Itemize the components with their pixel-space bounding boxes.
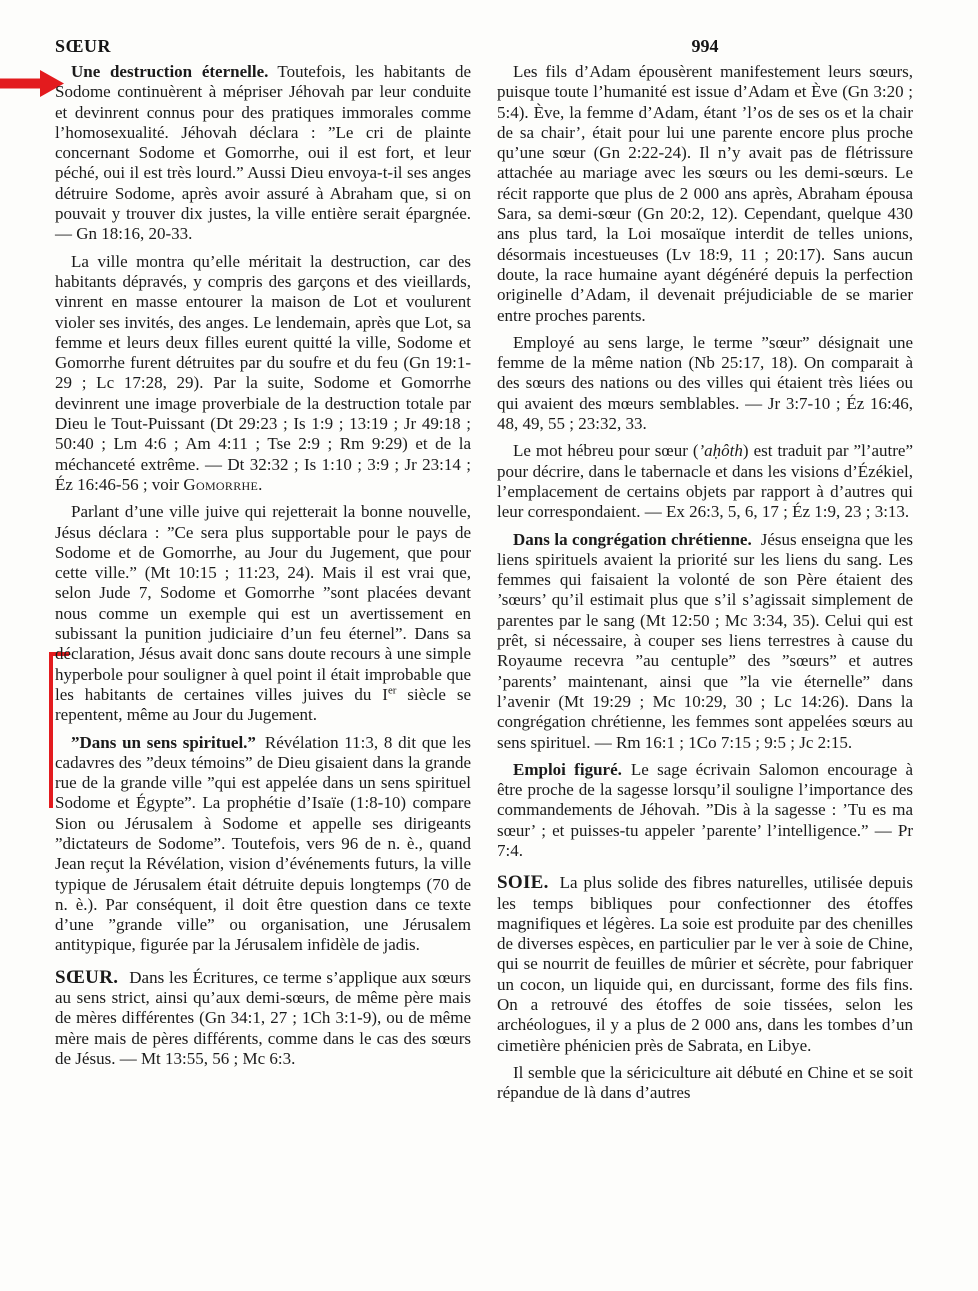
paragraph xyxy=(497,333,913,434)
entry-headword: SOIE. xyxy=(497,872,549,894)
text-run: Dans les Écritures, ce terme s’applique aux sœurs au sens strict, ainsi qu’aux demi-sœurs, de même père mais de mères différentes (Gn 34:1, 27 ; 1Ch 3:1-9), ou de même mère mais de pères différents, comme dans le cas des sœurs de Jésus. — Mt 13:55, 56 ; Mc 6:3. xyxy=(55,967,471,1068)
paragraph-lead: ”Dans un sens spirituel.” xyxy=(71,732,256,752)
paragraph xyxy=(55,252,471,496)
text-run: La ville montra qu’elle méritait la destruction, car des habitants dépravés, y compris des garçons et des vieillards, vinrent en masse entourer la maison de Lot et voulurent violer ses invités, des anges. Le lendemain, après que Lot, sa femme et leurs deux filles eurent quitté la ville, Sodome et Gomorrhe furent détruites par du soufre et du feu (Gn 19:1-29 ; Lc 17:28, 29). Par la suite, Sodome et Gomorrhe devinrent une image proverbiale de la destruction totale par Dieu le Tout-Puissant (Dt 29:23 ; Is 1:9 ; 13:19 ; Jr 49:18 ; 50:40 ; Lm 4:6 ; Am 4:11 ; Tse 2:9 ; Rm 9:29) et de la méchanceté extrême. — Dt 32:32 ; Is 1:10 ; 3:9 ; Jr 23:14 ; Éz 16:46-56 ; voir xyxy=(55,251,471,494)
paragraph-lead: Emploi figuré. xyxy=(513,759,622,779)
paragraph xyxy=(497,530,913,753)
page-number: 994 xyxy=(691,36,719,56)
text-run-sup: er xyxy=(387,684,397,697)
paragraph xyxy=(497,760,913,861)
text-run: La plus solide des fibres naturelles, utilisée depuis les temps bibliques pour confectionner des étoffes magnifiques et légères. La soie est produite par des chenilles de diverses espèces, en particulier par le ver à soie de Chine, qui se nourrit de feuilles de mûrier et sécrète, pour fabriquer un cocon, un liquide qui, en durcissant, forme des fils fins. On a retrouvé des étoffes de soie tissées, selon les archéologues, il y a plus de 2 000 ans, dans les tombes d’un cimetière phénicien près de Sabrata, en Libye. xyxy=(497,873,913,1055)
paragraph xyxy=(497,1063,913,1104)
text-run: Il semble que la sériciculture ait débuté en Chine et se soit répandue de là dans d’autres xyxy=(497,1062,913,1103)
paragraph xyxy=(55,502,471,725)
paragraph xyxy=(497,441,913,522)
paragraph xyxy=(497,62,913,326)
entry-paragraph xyxy=(55,968,471,1069)
text-column-right xyxy=(497,62,913,1111)
entry-paragraph xyxy=(497,873,913,1056)
text-run: Révélation 11:3, 8 dit que les cadavres des ”deux témoins” de Dieu gisaient dans la grande rue de la grande ville ”qui est appelée dans un sens spirituel Sodome et Égypte”. La prophétie d’Isaïe (1:8-10) compare Sion ou Jérusalem à Sodome et appelle ses dirigeants ”dictateurs de Sodome”. Toutefois, vers 96 de n. è., quand Jean reçut la Révélation, vision d’événements futurs, la ville typique de Jérusalem était détruite depuis longtemps (70 de n. è.). Par conséquent, il doit être question dans ce texte d’une ”grande ville” ou organisation, une Jérusalem antitypique, figurée par la Jérusalem infidèle de jadis. xyxy=(55,732,471,955)
text-run: siècle se repentent, même au Jour du Jugement. xyxy=(55,684,471,725)
text-column-left xyxy=(55,62,471,1076)
paragraph xyxy=(55,733,471,956)
text-run: Parlant d’une ville juive qui rejetterait la bonne nouvelle, Jésus déclara : ”Ce sera plus supportable pour le pays de Sodome et de Gomorrhe, au Jour du Jugement, que pour cette ville.” (Mt 10:15 ; 11:23, 24). Mais il est vrai que, selon Jude 7, Sodome et Gomorrhe ”sont placées devant nous comme un exemple qui est un avertissement en subissant la punition judiciaire d’un feu éternel”. Dans sa déclaration, Jésus avait donc sans doute recours à une simple hyperbole pour souligner à quel point il était improbable que les habitants de certaines villes juives du I xyxy=(55,502,471,704)
text-run: . xyxy=(258,474,263,494)
text-run: Le mot hébreu pour sœur ( xyxy=(513,441,699,461)
text-run: ) est traduit par ”l’autre” pour décrire, dans le tabernacle et dans les visions d’Ézékiel, l’emplacement de certains objets par rapport à d’autres qui leur correspondaient. — Ex 26:3, 5, 6, 17 ; Éz 1:9, 23 ; 3:13. xyxy=(497,441,913,522)
text-run: Le sage écrivain Salomon encourage à être proche de la sagesse lorsqu’il souligne l’importance des commandements de Jéhovah. ”Dis à la sagesse : ’Tu es ma sœur’ ; et puisses-tu appeler ’parente’ l’intelligence.” — Pr 7:4. xyxy=(497,759,913,860)
text-run-sc: Gomorrhe xyxy=(183,474,259,494)
paragraph-lead: Dans la congrégation chrétienne. xyxy=(513,529,752,549)
entry-headword: SŒUR. xyxy=(55,966,119,988)
text-run: Employé au sens large, le terme ”sœur” désignait une femme de la même nation (Nb 25:17, 18). On comparait à des sœurs des nations ou des villes qui étaient très liées ou qui avaient des mœurs semblables. — Jr 3:7-10 ; Éz 16:46, 48, 49, 55 ; 23:32, 33. xyxy=(497,332,913,434)
running-head-title: SŒUR xyxy=(55,36,112,56)
text-run: Les fils d’Adam épousèrent manifestement leurs sœurs, puisque toute l’humanité est issue d’Adam et Ève (Gn 3:20 ; 5:4). Ève, la femme d’Adam, étant ’l’os de ses os et la chair de sa chair’, était pour lui une parente encore plus proche qu’une sœur (Gn 2:22-24). Il n’y avait pas de flétrissure attachée au mariage avec les sœurs ou les demi-sœurs. Le récit rapporte que plus de 2 000 ans après, Abraham épousa Sara, sa demi-sœur (Gn 20:2, 12). Cependant, quelque 430 ans plus tard, la Loi mosaïque interdit de telles unions, désormais incestueuses (Lv 18:9, 11 ; 20:17). Sans aucun doute, la race humaine ayant dégénéré depuis la perfection originelle d’Adam, il devenait préjudiciable de se marier entre proches parents. xyxy=(497,62,913,325)
text-run: Jésus enseigna que les liens spirituels avaient la priorité sur les liens du sang. Les femmes qui faisaient la volonté de son Père étaient des ’sœurs’ qu’il estimait plus que s’il s’agissait simplement de parentes par le sang (Mt 12:50 ; Mc 3:34, 35). Celui qui est prêt, si nécessaire, à couper ses liens terrestres à cause du Royaume recevra ”au centuple” des ”sœurs” et autres ’parents’ maintenant, ainsi que ”la vie éternelle” dans l’avenir (Mt 19:29 ; Mc 10:29, 30 ; Lc 14:26). Dans la congrégation chrétienne, les femmes sont appelées sœurs au sens spirituel. — Rm 16:1 ; 1Co 7:15 ; 9:5 ; Jc 2:15. xyxy=(497,529,913,752)
paragraph-lead: Une destruction éternelle. xyxy=(71,62,269,81)
text-run-i: ’aḥôth xyxy=(698,441,743,461)
red-margin-bracket-line xyxy=(49,652,53,808)
paragraph xyxy=(55,62,471,245)
text-run: Toutefois, les habitants de Sodome continuèrent à mépriser Jéhovah par leur conduite et devinrent connus pour des pratiques immorales comme l’homosexualité. Jéhovah déclara : ”Le cri de plainte concernant Sodome et Gomorrhe, oui il est fort, et leur péché, oui il est très lourd.” Aussi Dieu envoya-t-il ses anges détruire Sodome, après avoir assuré à Abraham que, si on pouvait y trouver dix justes, la ville entière serait épargnée. — Gn 18:16, 20-33. xyxy=(55,62,471,244)
